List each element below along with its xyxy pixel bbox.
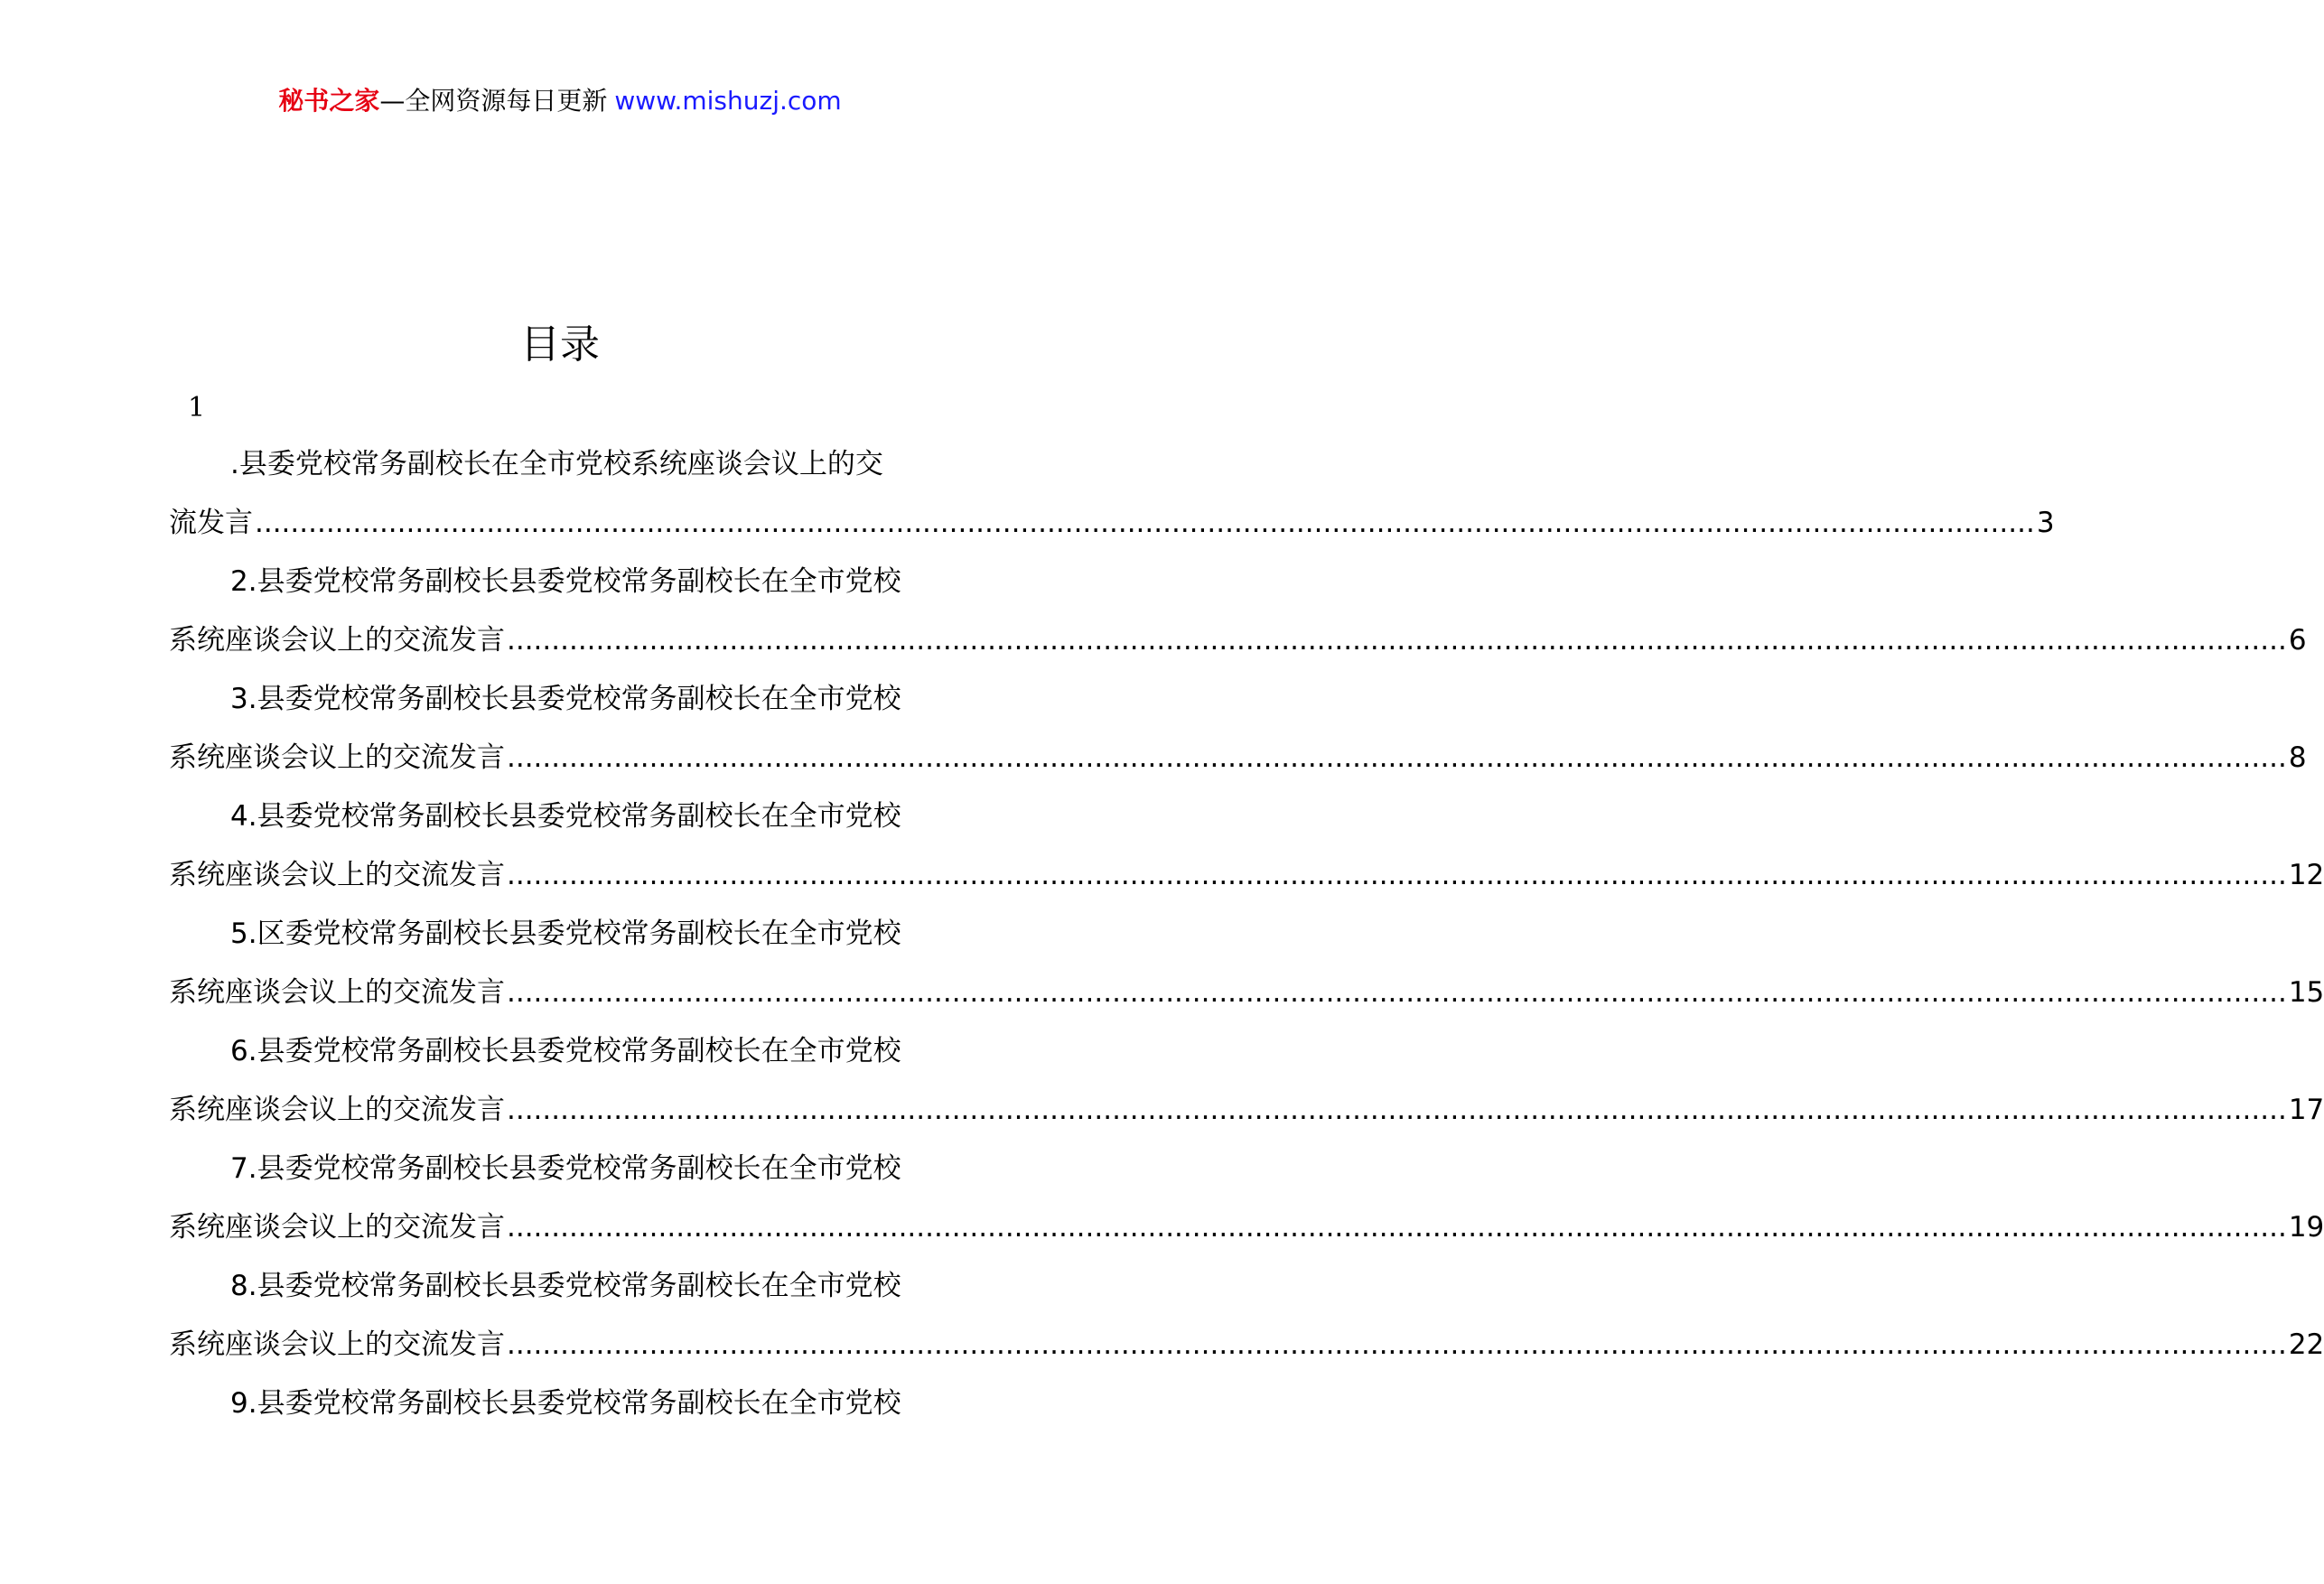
page-title: 目录 — [520, 321, 600, 368]
toc-entry-title-end: 系统座谈会议上的交流发言 — [169, 1328, 505, 1361]
dot-leader: ........................................................................................................................................................................................................ — [507, 1328, 2287, 1361]
brand-name: 秘书之家 — [278, 86, 380, 116]
toc-entry[interactable] — [169, 558, 2307, 676]
toc-entry-title: 6.县委党校常务副校长县委党校常务副校长在全市党校 — [230, 1035, 901, 1067]
toc-entry-continuation — [169, 617, 2307, 676]
toc-entry[interactable] — [169, 676, 2307, 793]
site-url-link[interactable]: www.mishuzj.com — [614, 86, 842, 116]
dot-leader: ........................................................................................................................................................................................................ — [507, 1094, 2287, 1126]
toc-entry-title-end: 系统座谈会议上的交流发言 — [169, 1094, 505, 1126]
toc-entry[interactable] — [169, 793, 2324, 910]
toc-entry-title-end: 系统座谈会议上的交流发言 — [169, 741, 505, 774]
page-marker: 1 — [188, 392, 206, 424]
toc-entry-title-end: 流发言 — [169, 507, 253, 539]
toc-entry-title-end: 系统座谈会议上的交流发言 — [169, 859, 505, 891]
dot-leader: ........................................................................................................................................................................................................ — [507, 859, 2287, 891]
toc-entry-page: 3 — [2036, 507, 2055, 539]
toc-entry-continuation — [169, 969, 2324, 1028]
toc-entry[interactable] — [169, 1028, 2324, 1145]
toc-entry-page: 8 — [2288, 741, 2307, 774]
toc-entry-page: 15 — [2288, 976, 2324, 1009]
toc-entry[interactable] — [169, 910, 2324, 1028]
toc-entry-page: 17 — [2288, 1094, 2324, 1126]
toc-entry-title: 8.县委党校常务副校长县委党校常务副校长在全市党校 — [230, 1270, 901, 1302]
table-of-contents — [169, 441, 2324, 1439]
toc-entry-continuation — [169, 852, 2324, 910]
toc-entry-page: 22 — [2288, 1328, 2324, 1361]
toc-entry-title: .县委党校常务副校长在全市党校系统座谈会议上的交 — [230, 448, 883, 480]
toc-entry-title: 3.县委党校常务副校长县委党校常务副校长在全市党校 — [230, 683, 901, 715]
toc-entry-title: 9.县委党校常务副校长县委党校常务副校长在全市党校 — [230, 1387, 901, 1420]
toc-entry-continuation — [169, 734, 2307, 793]
dot-leader: ........................................................................................................................................................................................................ — [507, 976, 2287, 1009]
dot-leader: ........................................................................................................................................................................................................ — [507, 741, 2287, 774]
toc-entry-page: 6 — [2288, 624, 2307, 657]
toc-entry-title-end: 系统座谈会议上的交流发言 — [169, 976, 505, 1009]
toc-entry-continuation — [169, 1086, 2324, 1145]
toc-entry-title: 5.区委党校常务副校长县委党校常务副校长在全市党校 — [230, 918, 901, 950]
header-slogan: —全网资源每日更新 — [379, 86, 608, 116]
toc-entry-title: 2.县委党校常务副校长县委党校常务副校长在全市党校 — [230, 565, 901, 598]
dot-leader: ........................................................................................................................................................................................................ — [507, 624, 2287, 657]
toc-entry[interactable] — [169, 1263, 2324, 1380]
toc-entry-title: 4.县委党校常务副校长县委党校常务副校长在全市党校 — [230, 800, 901, 833]
toc-entry-page: 12 — [2288, 859, 2324, 891]
toc-entry[interactable] — [169, 1380, 953, 1439]
toc-entry-continuation — [169, 499, 2055, 558]
toc-entry-continuation — [169, 1321, 2324, 1380]
dot-leader: ........................................................................................................................................................................................................ — [255, 507, 2035, 539]
toc-entry-page: 19 — [2288, 1211, 2324, 1244]
dot-leader: ........................................................................................................................................................................................................ — [507, 1211, 2287, 1244]
site-header — [0, 83, 1120, 119]
toc-entry-title-end: 系统座谈会议上的交流发言 — [169, 624, 505, 657]
toc-entry-continuation — [169, 1204, 2324, 1263]
toc-entry[interactable] — [169, 1145, 2324, 1263]
toc-entry-title: 7.县委党校常务副校长县委党校常务副校长在全市党校 — [230, 1152, 901, 1185]
toc-entry[interactable] — [169, 441, 2055, 558]
toc-entry-title-end: 系统座谈会议上的交流发言 — [169, 1211, 505, 1244]
